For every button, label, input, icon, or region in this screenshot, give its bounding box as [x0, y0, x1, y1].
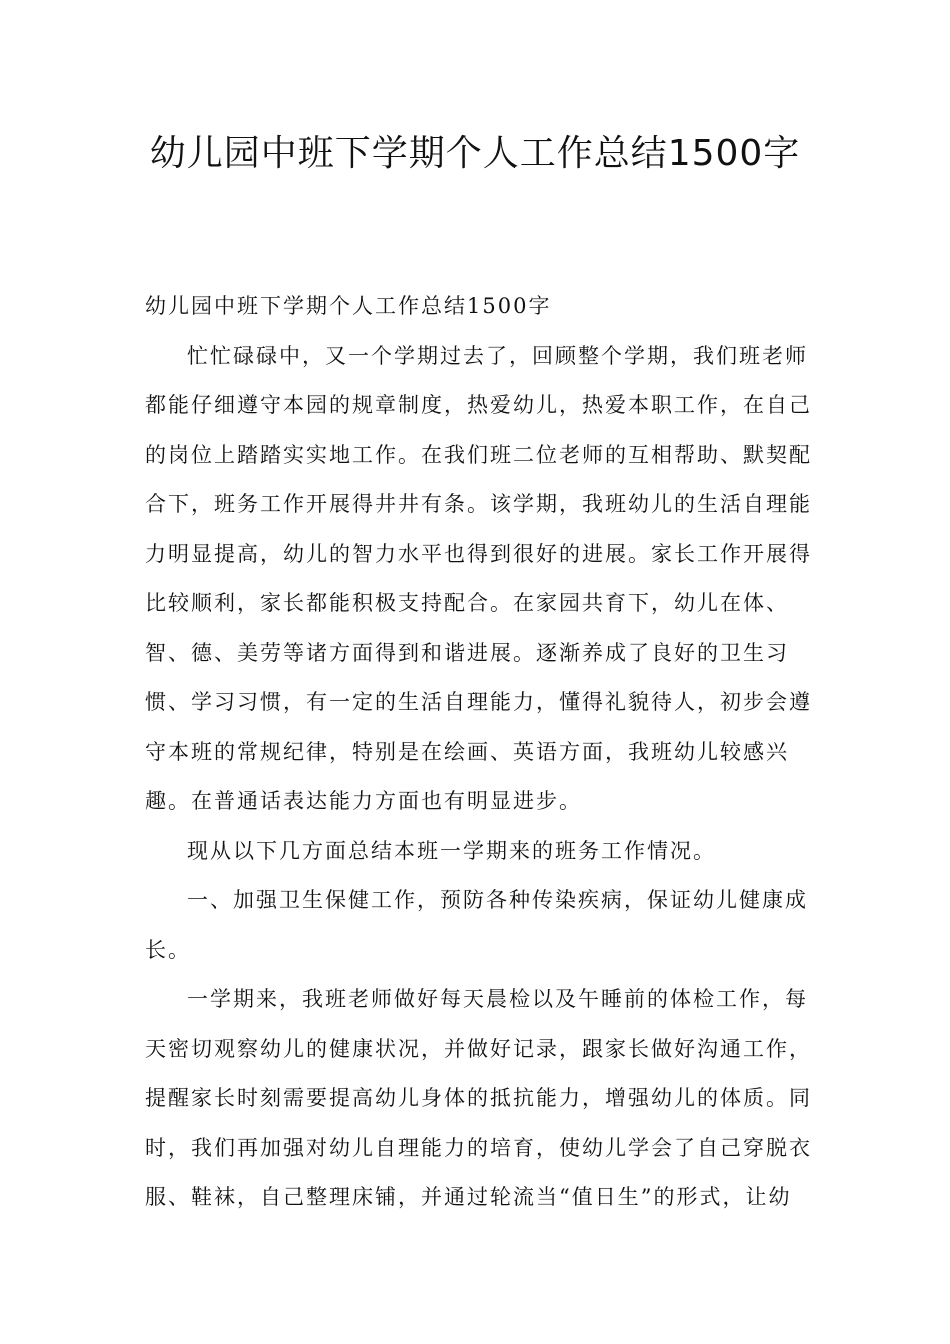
document-subtitle: 幼儿园中班下学期个人工作总结1500字 — [145, 294, 552, 318]
paragraph-summary-lead: 现从以下几方面总结本班一学期来的班务工作情况。 — [187, 838, 716, 863]
document-body — [145, 282, 825, 1223]
paragraph-intro: 忙忙碌碌中，又一个学期过去了，回顾整个学期，我们班老师都能仔细遵守本园的规章制度，热爱幼儿，热爱本职工作，在自己的岗位上踏踏实实地工作。在我们班二位老师的互相帮助、默契配合下，班务工作开展得井井有条。该学期，我班幼儿的生活自理能力明显提高，幼儿的智力水平也得到很好的进展。家长工作开展得比较顺利，家长都能积极支持配合。在家园共育下，幼儿在体、智、德、美劳等诸方面得到和谐进展。逐渐养成了良好的卫生习惯、学习习惯，有一定的生活自理能力，懂得礼貌待人，初步会遵守本班的常规纪律，特别是在绘画、英语方面，我班幼儿较感兴趣。在普通话表达能力方面也有明显进步。 — [145, 343, 812, 813]
section-heading-1: 一、加强卫生保健工作，预防各种传染疾病，保证幼儿健康成长。 — [145, 888, 808, 962]
paragraph-section-1: 一学期来，我班老师做好每天晨检以及午睡前的体检工作，每天密切观察幼儿的健康状况，并做好记录，跟家长做好沟通工作，提醒家长时刻需要提高幼儿身体的抵抗能力，增强幼儿的体质。同时，我们再加强对幼儿自理能力的培育，使幼儿学会了自己穿脱衣服、鞋袜，自己整理床铺，并通过轮流当“值日生”的形式，让幼 — [145, 987, 812, 1209]
document-title: 幼儿园中班下学期个人工作总结1500字 — [149, 133, 801, 174]
